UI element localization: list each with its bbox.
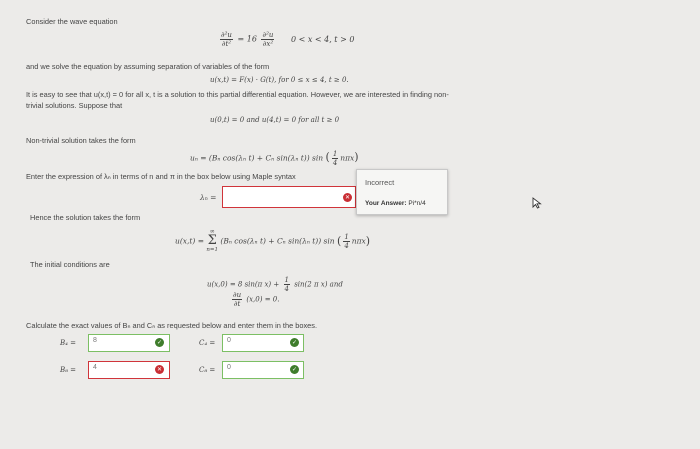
sum-quarter-den: 4 <box>344 241 349 250</box>
correct-check-icon: ✓ <box>291 339 298 346</box>
c8-input[interactable]: 0 <box>222 361 304 379</box>
lhs-num: ∂²u <box>221 31 232 39</box>
answer-tooltip <box>356 169 448 215</box>
tooltip-answer-label: Your Answer: <box>365 200 407 207</box>
ic1-quarter-num: 1 <box>284 276 289 284</box>
equation-mid: = 16 <box>237 34 257 44</box>
initial-label: The initial conditions are <box>30 260 110 269</box>
sum-body: (Bₙ cos(λₙ t) + Cₙ sin(λₙ t)) sin <box>220 236 335 246</box>
un-arg: nπx <box>340 153 355 163</box>
rhs-num: ∂²u <box>262 31 274 39</box>
intro-text: Consider the wave equation <box>26 17 118 26</box>
c8-label: C₈ = <box>199 366 216 374</box>
sum-sigma-icon: Σ <box>207 233 217 248</box>
b4-label: B₄ = <box>60 339 77 347</box>
un-quarter-den: 4 <box>332 159 338 167</box>
equation-domain: 0 < x < 4, t > 0 <box>290 34 355 44</box>
tooltip-answer-value: Pi*n/4 <box>408 200 426 207</box>
correct-check-icon: ✓ <box>156 339 163 346</box>
b8-input[interactable]: 4 <box>88 361 170 379</box>
mouse-cursor-icon <box>532 197 542 209</box>
tooltip-answer <box>365 200 426 207</box>
correct-check-icon: ✓ <box>291 366 298 373</box>
un-form-text: uₙ = (Bₙ cos(λₙ t) + Cₙ sin(λₙ t)) sin <box>190 153 324 163</box>
b4-input[interactable]: 8 <box>88 334 170 352</box>
ic1-text: u(x,0) = 8 sin(π x) + <box>207 280 280 289</box>
sum-arg: nπx <box>351 236 366 246</box>
separation-text: and we solve the equation by assuming separation of variables of the form <box>26 62 270 71</box>
un-quarter-num: 1 <box>332 150 338 158</box>
lambda-label: λₙ = <box>200 193 217 202</box>
hence-label: Hence the solution takes the form <box>30 213 141 222</box>
c4-input[interactable]: 0 <box>222 334 304 352</box>
lhs-den: ∂t² <box>221 40 232 48</box>
rhs-fraction <box>261 31 274 48</box>
ic1-quarter-den: 4 <box>284 285 289 293</box>
sum-top: ∞ <box>209 228 215 235</box>
easy-text: It is easy to see that u(x,t) = 0 for all x, t is a solution to this partial differential equation. However, we are interested in finding non- <box>26 90 449 99</box>
nontrivial-label: Non-trivial solution takes the form <box>26 136 136 145</box>
lambda-input[interactable] <box>222 186 356 208</box>
sum-lhs: u(x,t) = <box>175 236 204 246</box>
du-num: ∂u <box>233 291 242 299</box>
lhs-fraction <box>220 31 233 48</box>
c4-label: C₄ = <box>199 339 216 347</box>
ic1-tail: sin(2 π x) and <box>294 280 343 289</box>
series-solution: u(x,t) = ∞ Σ n=1 (Bₙ cos(λₙ t) + Cₙ sin(λₙ t)) sin ( $\frac{1}{4}$ nπx) <box>175 228 371 253</box>
un-form: uₙ = (Bₙ cos(λₙ t) + Cₙ sin(λₙ t)) sin ( $\frac{1}{4}$ nπx) <box>190 150 359 167</box>
rhs-den: ∂x² <box>262 40 274 48</box>
initial-condition-2 <box>230 291 279 308</box>
b8-label: B₈ = <box>60 366 77 374</box>
sum-quarter-num: 1 <box>344 232 349 241</box>
incorrect-icon: ✕ <box>156 366 163 373</box>
separation-form: u(x,t) = F(x) · G(t), for 0 ≤ x ≤ 4, t ≥ 0. <box>210 76 349 84</box>
enter-lambda-text: Enter the expression of λₙ in terms of n and π in the box below using Maple syntax <box>26 172 296 181</box>
ic2-tail: (x,0) = 0. <box>246 295 280 304</box>
incorrect-icon: ✕ <box>344 194 351 201</box>
wave-equation <box>218 31 354 48</box>
du-den: ∂t <box>233 300 241 308</box>
sum-bottom: n=1 <box>206 247 219 253</box>
boundary-conditions: u(0,t) = 0 and u(4,t) = 0 for all t ≥ 0 <box>210 116 340 124</box>
calculate-text: Calculate the exact values of Bₙ and Cₙ as requested below and enter them in the boxes. <box>26 321 318 330</box>
tooltip-title: Incorrect <box>365 178 395 187</box>
easy-text-2: trivial solutions. Suppose that <box>26 101 123 110</box>
